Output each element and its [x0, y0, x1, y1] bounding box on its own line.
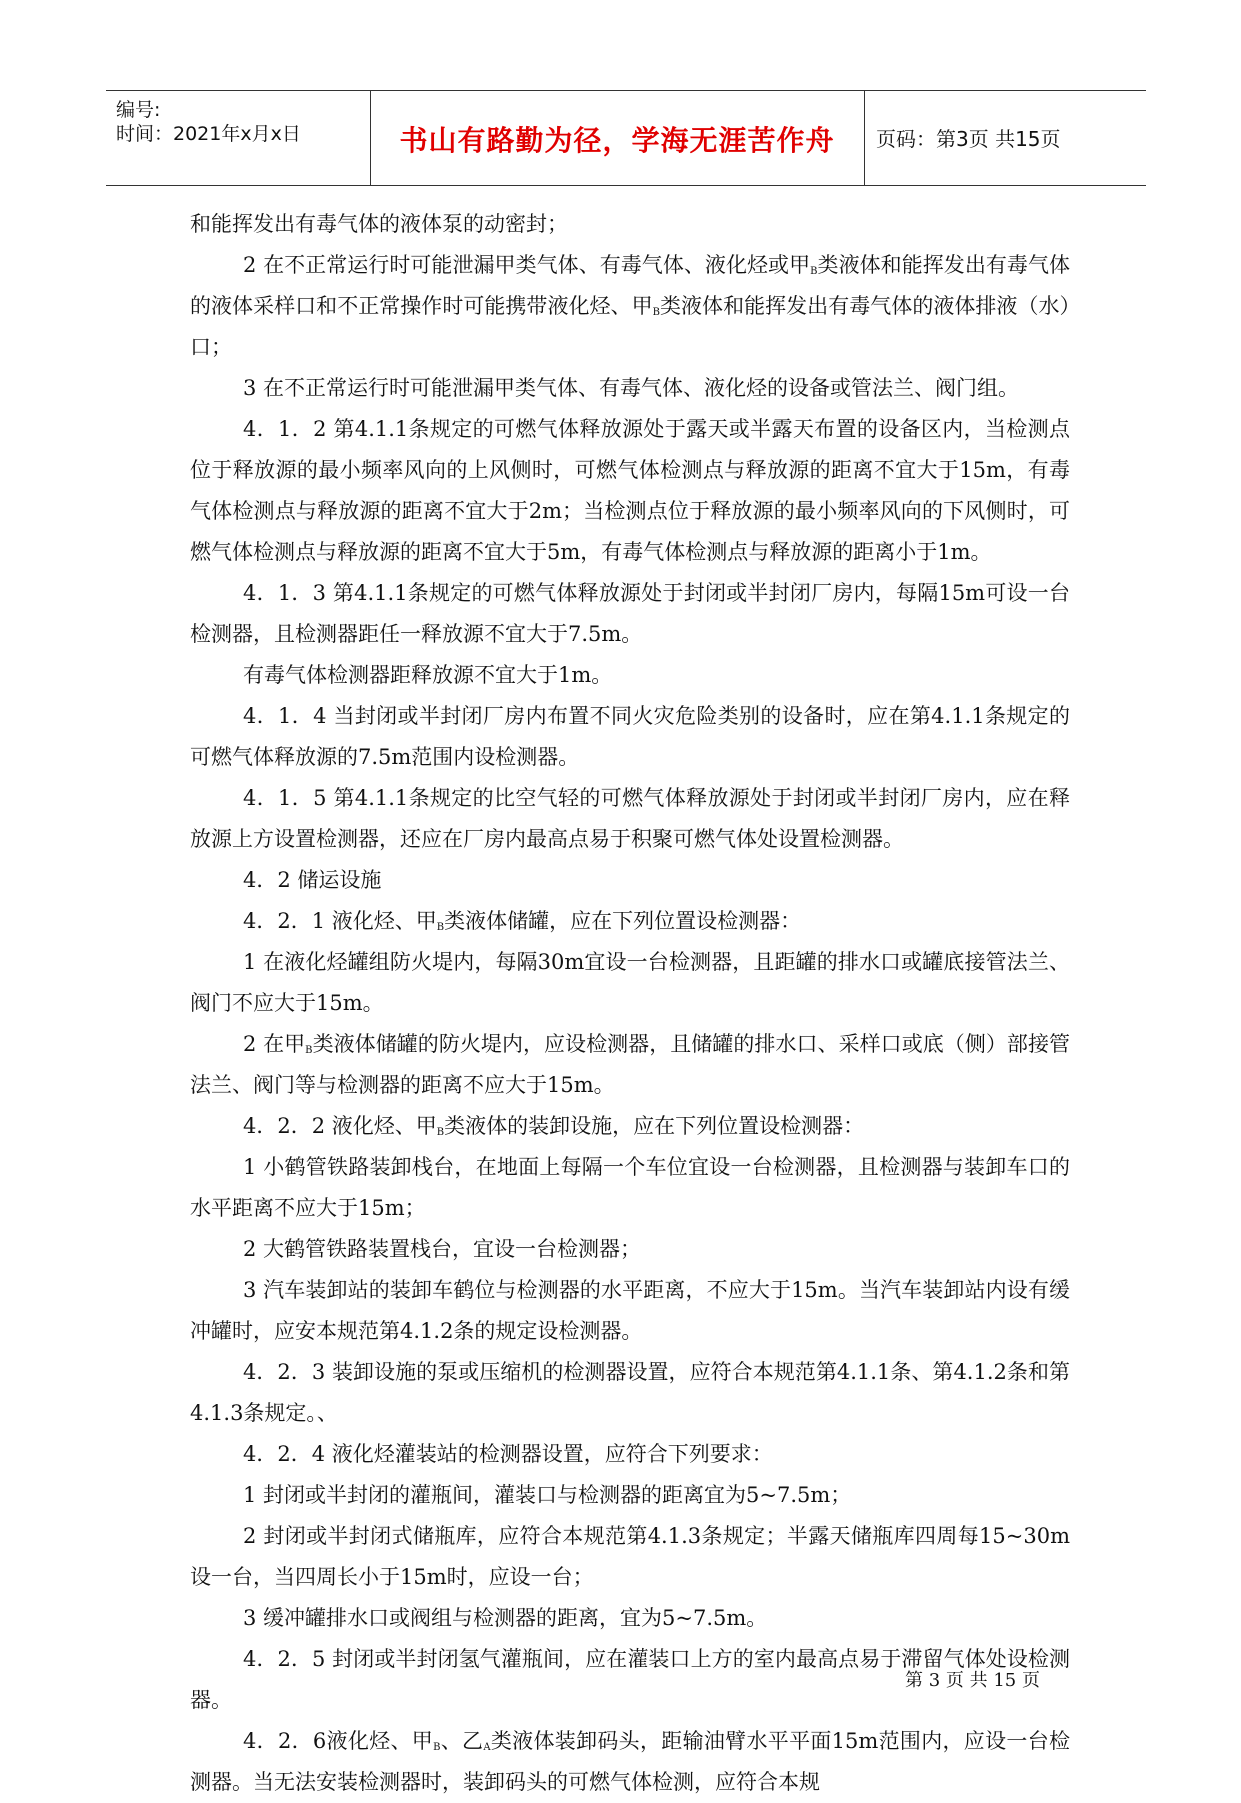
document-body — [190, 204, 1070, 1803]
paragraph-text: 4．2．1 液化烃、甲 — [243, 909, 437, 933]
paragraph-text: 3 汽车装卸站的装卸车鹤位与检测器的水平距离，不应大于15m。当汽车装卸站内设有缓冲罐时，应安本规范第4.1.2条的规定设检测器。 — [190, 1278, 1070, 1343]
paragraph — [190, 696, 1070, 778]
paragraph — [190, 942, 1070, 1024]
paragraph — [190, 368, 1070, 409]
paragraph-text: 2 在不正常运行时可能泄漏甲类气体、有毒气体、液化烃或甲 — [243, 253, 811, 277]
paragraph — [190, 1434, 1070, 1475]
paragraph-text: 4．1．5 第4.1.1条规定的比空气轻的可燃气体释放源处于封闭或半封闭厂房内，应在释放源上方设置检测器，还应在厂房内最高点易于积聚可燃气体处设置检测器。 — [190, 786, 1070, 851]
header-page-code: 页码：第3页 共15页 — [876, 127, 1061, 151]
paragraph-text: 类液体和能挥发出有毒气体的液体采样口和不正常操作时可能携带液化烃、甲 — [190, 253, 1070, 318]
paragraph — [190, 573, 1070, 655]
paragraph — [190, 1024, 1070, 1106]
paragraph-text: 4．2．2 液化烃、甲 — [243, 1114, 437, 1138]
paragraph-text: 4．1．3 第4.1.1条规定的可燃气体释放源处于封闭或半封闭厂房内，每隔15m可设一台检测器，且检测器距任一释放源不宜大于7.5m。 — [190, 581, 1070, 646]
subscript: B — [652, 307, 660, 318]
subscript: A — [483, 1742, 491, 1753]
paragraph-text: 类液体的装卸设施，应在下列位置设检测器： — [444, 1114, 865, 1138]
paragraph-text: 类液体储罐的防火堤内，应设检测器，且储罐的排水口、采样口或底（侧）部接管法兰、阀门等与检测器的距离不应大于15m。 — [190, 1032, 1070, 1097]
paragraph-text: 4．2．6液化烃、甲 — [243, 1729, 434, 1753]
paragraph — [190, 1721, 1070, 1803]
paragraph-text: 和能挥发出有毒气体的液体泵的动密封； — [190, 212, 568, 236]
subscript: B — [305, 1045, 313, 1056]
paragraph — [190, 1270, 1070, 1352]
paragraph — [190, 778, 1070, 860]
paragraph — [190, 1475, 1070, 1516]
paragraph-text: 4．1．4 当封闭或半封闭厂房内布置不同火灾危险类别的设备时，应在第4.1.1条规定的可燃气体释放源的7.5m范围内设检测器。 — [190, 704, 1070, 769]
subscript: B — [436, 922, 445, 933]
paragraph — [190, 1229, 1070, 1270]
paragraph — [190, 1147, 1070, 1229]
paragraph-text: 类液体和能挥发出有毒气体的液体排液（水）口； — [190, 294, 1071, 359]
paragraph — [190, 409, 1070, 573]
paragraph-text: 3 在不正常运行时可能泄漏甲类气体、有毒气体、液化烃的设备或管法兰、阀门组。 — [243, 376, 1020, 400]
paragraph-text: 4．2．5 封闭或半封闭氢气灌瓶间，应在灌装口上方的室内最高点易于滞留气体处设检测器。 — [190, 1647, 1070, 1712]
paragraph-text: 4．2．4 液化烃灌装站的检测器设置，应符合下列要求： — [243, 1442, 773, 1466]
header-table — [106, 90, 1146, 186]
time-label: 时间：2021年x月x日 — [116, 123, 301, 145]
paragraph-text: 2 大鹤管铁路装置栈台，宜设一台检测器； — [243, 1237, 642, 1261]
subscript: B — [433, 1742, 441, 1753]
paragraph — [190, 860, 1070, 901]
number-label: 编号: — [116, 99, 161, 121]
paragraph-text: 2 在甲 — [243, 1032, 306, 1056]
paragraph-text: 3 缓冲罐排水口或阀组与检测器的距离，宜为5~7.5m。 — [243, 1606, 768, 1630]
paragraph-text: 4．1．2 第4.1.1条规定的可燃气体释放源处于露天或半露天布置的设备区内，当检测点位于释放源的最小频率风向的上风侧时，可燃气体检测点与释放源的距离不宜大于15m，有毒气体检测点与释放源的距离不宜大于2m；当检测点位于释放源的最小频率风向的下风侧时，可燃气体检测点与释放源的距离不宜大于5m，有毒气体检测点与释放源的距离小于1m。 — [190, 417, 1070, 564]
header-divider — [864, 91, 865, 185]
header-meta — [106, 91, 370, 185]
paragraph — [190, 245, 1070, 368]
paragraph — [190, 1352, 1070, 1434]
paragraph — [190, 1598, 1070, 1639]
page-footer: 第 3 页 共 15 页 — [905, 1670, 1040, 1691]
paragraph — [190, 1106, 1070, 1147]
subscript: B — [436, 1127, 445, 1138]
paragraph — [190, 901, 1070, 942]
paragraph — [190, 655, 1070, 696]
paragraph — [190, 1516, 1070, 1598]
paragraph-text: 有毒气体检测器距释放源不宜大于1m。 — [243, 663, 613, 687]
subscript: B — [810, 266, 818, 277]
header-motto: 书山有路勤为径，学海无涯苦作舟 — [399, 124, 835, 157]
paragraph-text: 2 封闭或半封闭式储瓶库，应符合本规范第4.1.3条规定；半露天储瓶库四周每15~30m设一台，当四周长小于15m时，应设一台； — [190, 1524, 1070, 1589]
paragraph-text: 1 小鹤管铁路装卸栈台，在地面上每隔一个车位宜设一台检测器，且检测器与装卸车口的水平距离不应大于15m； — [190, 1155, 1070, 1220]
paragraph-text: 类液体装卸码头，距输油臂水平平面15m范围内，应设一台检测器。当无法安装检测器时，装卸码头的可燃气体检测，应符合本规 — [190, 1729, 1070, 1794]
paragraph-text: 1 封闭或半封闭的灌瓶间，灌装口与检测器的距离宜为5~7.5m； — [243, 1483, 852, 1507]
paragraph — [190, 204, 1070, 245]
paragraph-text: 4．2 储运设施 — [243, 868, 382, 892]
paragraph-text: 类液体储罐，应在下列位置设检测器： — [444, 909, 802, 933]
paragraph-text: 1 在液化烃罐组防火堤内，每隔30m宜设一台检测器，且距罐的排水口或罐底接管法兰、阀门不应大于15m。 — [190, 950, 1070, 1015]
paragraph-text: 4．2．3 装卸设施的泵或压缩机的检测器设置，应符合本规范第4.1.1条、第4.1.2条和第4.1.3条规定。、 — [190, 1360, 1070, 1425]
paragraph-text: 、乙 — [440, 1729, 484, 1753]
